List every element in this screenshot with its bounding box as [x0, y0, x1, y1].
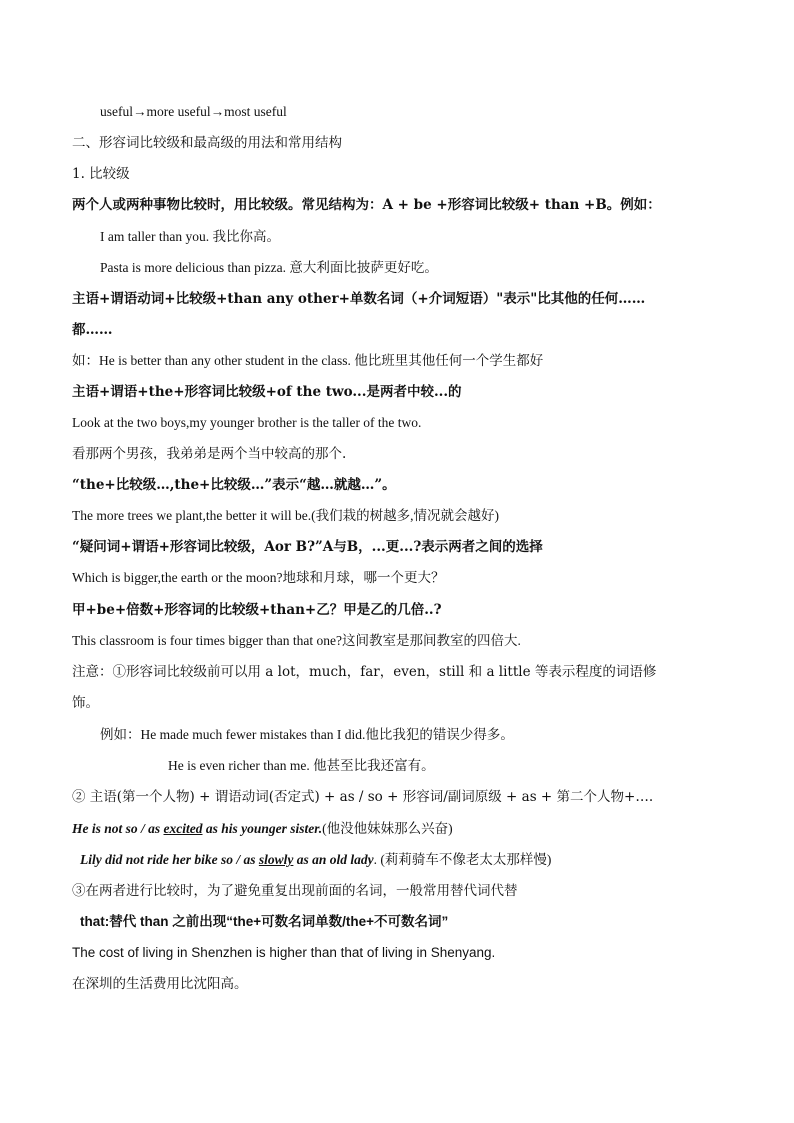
rule-line: 主语+谓语动词+比较级+than any other+单数名词（+介词短语）"表示"比其他的任何……	[72, 291, 646, 307]
example-part: as his younger sister.	[202, 821, 323, 836]
example-part: as an old lady	[293, 852, 374, 867]
example-line: 如：He is better than any other student in the class. 他比班里其他任何一个学生都好	[72, 353, 544, 368]
example-line: 例如：He made much fewer mistakes than I did.他比我犯的错误少得多。	[100, 727, 514, 742]
rule-line: “the+比较级…,the+比较级…”表示“越…就越…”。	[72, 477, 396, 493]
rule-line-continued: 都……	[72, 322, 113, 338]
example-translation: . (莉莉骑车不像老太太那样慢)	[373, 852, 552, 867]
rule-line: “疑问词+谓语+形容词比较级，Aor B?”A与B，...更...?表示两者之间的选择	[72, 539, 543, 555]
example-translation: (他没他妹妹那么兴奋)	[322, 821, 453, 836]
example-line: Which is bigger,the earth or the moon?地球和月球，哪一个更大？	[72, 570, 445, 585]
example-line	[80, 850, 551, 870]
translation-line: 看那两个男孩，我弟弟是两个当中较高的那个.	[72, 446, 347, 462]
example-line: The more trees we plant,the better it will be.(我们栽的树越多,情况就会越好)	[72, 508, 500, 523]
example-keyword: slowly	[258, 852, 294, 867]
translation-line: 在深圳的生活费用比沈阳高。	[72, 976, 248, 992]
example-line: He is even richer than me. 他甚至比我还富有。	[168, 758, 435, 773]
subsection-heading: 1. 比较级	[72, 166, 130, 182]
example-part: He is not so / as	[72, 821, 164, 836]
rule-line: 甲+be+倍数+形容词的比较级+than+乙？甲是乙的几倍..?	[72, 602, 442, 618]
text-line: useful→more useful→most useful	[100, 104, 287, 119]
example-line	[72, 819, 453, 839]
example-line: Look at the two boys,my younger brother is the taller of the two.	[72, 415, 422, 430]
rule-line: 主语+谓语+the+形容词比较级+of the two...是两者中较...的	[72, 384, 462, 400]
example-line: I am taller than you. 我比你高。	[100, 229, 280, 244]
note-line: 注意：①形容词比较级前可以用 a lot，much，far，even，still 和 a little 等表示程度的词语修	[72, 664, 657, 680]
note-line: ③在两者进行比较时，为了避免重复出现前面的名词，一般常用替代词代替	[72, 883, 518, 899]
rule-line: that:替代 than 之前出现“the+可数名词单数/the+不可数名词”	[80, 914, 449, 929]
structure-line: ② 主语(第一个人物) + 谓语动词(否定式) + as / so + 形容词/副词原级 + as + 第二个人物+….	[72, 789, 654, 805]
note-line-continued: 饰。	[72, 695, 99, 711]
example-part: Lily did not ride her bike so / as	[80, 852, 259, 867]
section-heading: 二、形容词比较级和最高级的用法和常用结构	[72, 135, 342, 151]
example-keyword: excited	[163, 821, 203, 836]
example-line: Pasta is more delicious than pizza. 意大利面比披萨更好吃。	[100, 260, 438, 275]
example-line: This classroom is four times bigger than that one?这间教室是那间教室的四倍大.	[72, 633, 521, 648]
rule-line: 两个人或两种事物比较时，用比较级。常见结构为：A + be +形容词比较级+ than +B。例如：	[72, 197, 661, 213]
example-line: The cost of living in Shenzhen is higher than that of living in Shenyang.	[72, 945, 496, 960]
